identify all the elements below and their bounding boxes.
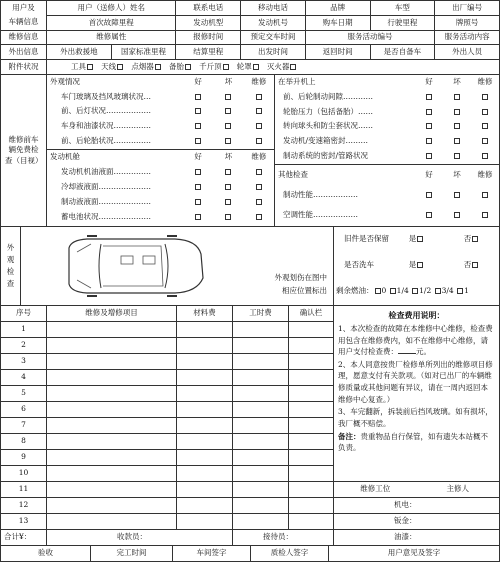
- inspection-left: [47, 75, 275, 226]
- paint-label[interactable]: 油漆：: [334, 530, 500, 546]
- repair-checkbox[interactable]: [482, 212, 488, 218]
- wash-yes-checkbox[interactable]: [417, 262, 423, 268]
- fuel-0-checkbox[interactable]: [375, 288, 381, 294]
- acc-extinguisher-checkbox[interactable]: [290, 64, 296, 70]
- fuel-level-label: 1/4: [396, 286, 409, 296]
- header-first-fault-mileage[interactable]: 首次故障里程: [47, 16, 176, 31]
- repair-checkbox[interactable]: [482, 153, 488, 159]
- remark-label: 备注：: [338, 431, 361, 441]
- exterior-title: 外观情况: [50, 77, 80, 87]
- footer-table: [0, 546, 500, 562]
- header-mobile[interactable]: 移动电话: [241, 1, 306, 16]
- lift-item: 制动系统的密封/管路状况: [283, 151, 369, 161]
- header-depart-time[interactable]: 出发时间: [241, 45, 306, 60]
- col-bad: 坏: [224, 152, 233, 162]
- job-item-cell[interactable]: [47, 322, 177, 338]
- other-item: 空调性能………………: [283, 209, 358, 219]
- labor-cell[interactable]: [233, 418, 289, 434]
- notes-p2: 2、本人同意按贵厂检修单所列出的维修项目修理，愿意支付有关款项。（如对已出厂的车辆维修质量或其他问题有异议，请在一周内返回本维修中心复查。）: [338, 359, 493, 404]
- labor-cell[interactable]: [233, 514, 289, 530]
- job-item-cell[interactable]: [47, 434, 177, 450]
- good-checkbox[interactable]: [195, 108, 201, 114]
- labor-cell[interactable]: [233, 370, 289, 386]
- exterior-item: 车门玻璃及挡风玻璃状况…: [61, 91, 151, 101]
- col-bad: 坏: [224, 77, 233, 87]
- fuel-half-checkbox[interactable]: [412, 288, 418, 294]
- good-checkbox[interactable]: [426, 123, 432, 129]
- job-item-cell[interactable]: [47, 450, 177, 466]
- fee-input[interactable]: [398, 353, 416, 354]
- material-cell[interactable]: [177, 338, 233, 354]
- material-cell[interactable]: [177, 450, 233, 466]
- col-item: 维修及增修项目: [47, 306, 177, 322]
- header-standard-mileage[interactable]: 国家标准里程: [111, 45, 176, 60]
- bad-checkbox[interactable]: [454, 212, 460, 218]
- yes-label: 是: [408, 234, 417, 244]
- inspection-label: 维修前车辆免费检查（目视）: [1, 75, 47, 226]
- col-repair: 维修: [251, 77, 267, 87]
- header-report-time[interactable]: 报修时间: [176, 31, 241, 45]
- good-checkbox[interactable]: [426, 138, 432, 144]
- col-good: 好: [194, 77, 202, 87]
- acc-spare-checkbox[interactable]: [185, 64, 191, 70]
- fuel-level-label: 1/2: [419, 286, 432, 296]
- material-cell[interactable]: [177, 418, 233, 434]
- job-item-cell[interactable]: [47, 338, 177, 354]
- material-cell[interactable]: [177, 514, 233, 530]
- row-number: 10: [1, 466, 47, 482]
- material-cell[interactable]: [177, 354, 233, 370]
- header-row5-label: 附件状况: [1, 60, 47, 75]
- fee-notes: [334, 306, 500, 482]
- old-parts-yes-checkbox[interactable]: [417, 236, 423, 242]
- material-cell[interactable]: [177, 322, 233, 338]
- good-checkbox[interactable]: [195, 94, 201, 100]
- labor-cell[interactable]: [233, 434, 289, 450]
- engine-item: 制动液液面…………………: [61, 197, 151, 207]
- col-confirm: 确认栏: [289, 306, 334, 322]
- row-number: 9: [1, 450, 47, 466]
- header-plate[interactable]: 牌照号: [435, 16, 500, 31]
- car-caption-1: 外观划伤在图中: [274, 272, 327, 282]
- acc-tools-checkbox[interactable]: [87, 64, 93, 70]
- row-number: 4: [1, 370, 47, 386]
- good-checkbox[interactable]: [426, 109, 432, 115]
- job-item-cell[interactable]: [47, 386, 177, 402]
- repair-checkbox[interactable]: [256, 169, 262, 175]
- row-number: 2: [1, 338, 47, 354]
- acc-tools: 工具: [71, 61, 86, 71]
- confirm-cell[interactable]: [289, 498, 334, 514]
- col-bad: 坏: [453, 169, 461, 179]
- labor-cell[interactable]: [233, 466, 289, 482]
- col-good: 好: [425, 77, 433, 87]
- fuel-row: [334, 279, 499, 305]
- job-item-cell[interactable]: [47, 402, 177, 418]
- confirm-cell[interactable]: [289, 386, 334, 402]
- header-table: [0, 0, 500, 75]
- header-repair-type[interactable]: 维修属性: [47, 31, 176, 45]
- bad-checkbox[interactable]: [225, 108, 231, 114]
- fuel-level-label: 1: [464, 286, 469, 296]
- repair-checkbox[interactable]: [482, 123, 488, 129]
- labor-cell[interactable]: [233, 498, 289, 514]
- no-label: 否: [463, 234, 472, 244]
- accept-label: 验收: [1, 546, 91, 561]
- job-item-cell[interactable]: [47, 370, 177, 386]
- material-cell[interactable]: [177, 370, 233, 386]
- worker-header-row: [334, 482, 500, 498]
- row-number: 6: [1, 402, 47, 418]
- notes-title: 检查费用说明：: [388, 309, 445, 320]
- header-staff[interactable]: 外出人员: [435, 45, 500, 60]
- acc-jack: 千斤顶: [199, 61, 222, 71]
- cashier-label[interactable]: 收款员：: [47, 530, 233, 546]
- engine-item: 发动机机油液面……………: [61, 167, 151, 177]
- remark-text: 贵重物品自行保管，如有遗失本站概不负责。: [338, 431, 488, 453]
- col-repair: 维修: [477, 169, 493, 179]
- notes-p1: 1、本次检查的故障在本维修中心维修，检查费用包含在维修费内，如不在维修中心维修，请用户支付检查费：: [338, 323, 493, 357]
- labor-cell[interactable]: [233, 386, 289, 402]
- labor-cell[interactable]: [233, 450, 289, 466]
- header-return-time[interactable]: 返回时间: [305, 45, 370, 60]
- acc-wheel-cover-checkbox[interactable]: [253, 64, 259, 70]
- receptionist-label[interactable]: 接待员：: [233, 530, 334, 546]
- confirm-cell[interactable]: [289, 370, 334, 386]
- row-number: 1: [1, 322, 47, 338]
- row-number: 11: [1, 482, 47, 498]
- good-checkbox[interactable]: [426, 192, 432, 198]
- yes-label: 是: [408, 260, 417, 270]
- confirm-cell[interactable]: [289, 514, 334, 530]
- complete-time-label[interactable]: 完工时间: [91, 546, 173, 561]
- header-customer-name[interactable]: 用户（送修人）姓名: [47, 1, 176, 16]
- confirm-cell[interactable]: [289, 402, 334, 418]
- car-top-view-icon: [57, 234, 207, 298]
- header-service-no[interactable]: 服务活动编号: [305, 31, 434, 45]
- inspection-table: [0, 75, 500, 227]
- bad-checkbox[interactable]: [225, 138, 231, 144]
- header-row4-label: 外出信息: [1, 45, 47, 60]
- job-item-cell[interactable]: [47, 354, 177, 370]
- old-parts-no-checkbox[interactable]: [472, 236, 478, 242]
- header-own-vehicle[interactable]: 是否自备车: [370, 45, 435, 60]
- no-label: 否: [463, 260, 472, 270]
- exterior-check-label: 外观检查: [1, 227, 21, 306]
- material-cell[interactable]: [177, 482, 233, 498]
- row-number: 13: [1, 514, 47, 530]
- good-checkbox[interactable]: [195, 123, 201, 129]
- acc-spare: 备胎: [168, 61, 184, 71]
- col-good: 好: [194, 152, 202, 162]
- wash-label: 是否洗车: [344, 260, 374, 270]
- other-item: 制动性能………………: [283, 189, 358, 199]
- confirm-cell[interactable]: [289, 450, 334, 466]
- material-cell[interactable]: [177, 498, 233, 514]
- good-checkbox[interactable]: [195, 184, 201, 190]
- bad-checkbox[interactable]: [225, 94, 231, 100]
- header-engine-no[interactable]: 发动机号: [241, 16, 306, 31]
- lift-item: 轮胎压力（包括备胎）……: [283, 106, 373, 116]
- car-diagram-area[interactable]: [21, 227, 334, 306]
- job-item-cell[interactable]: [47, 418, 177, 434]
- mechanic-label[interactable]: 机电：: [334, 498, 500, 514]
- job-item-cell[interactable]: [47, 466, 177, 482]
- car-caption-2: 相应位置标出: [282, 286, 327, 295]
- col-seq: 序号: [1, 306, 47, 322]
- header-settle-mileage[interactable]: 结算里程: [176, 45, 241, 60]
- labor-cell[interactable]: [233, 354, 289, 370]
- exterior-item: 前、后灯状况………………: [61, 106, 151, 116]
- fuel-level-label: 0: [381, 286, 387, 296]
- col-material: 材料费: [177, 306, 233, 322]
- good-checkbox[interactable]: [195, 199, 201, 205]
- fuel-quarter-checkbox[interactable]: [390, 288, 396, 294]
- inspection-right: [275, 75, 500, 226]
- jobs-table: [0, 306, 500, 547]
- accessories-row: [47, 60, 500, 75]
- confirm-cell[interactable]: [289, 354, 334, 370]
- header-delivery-time[interactable]: 预定交车时间: [241, 31, 306, 45]
- bad-checkbox[interactable]: [454, 94, 460, 100]
- acc-extinguisher: 灭火器: [266, 61, 290, 71]
- material-cell[interactable]: [177, 402, 233, 418]
- wash-no-checkbox[interactable]: [472, 262, 478, 268]
- confirm-cell[interactable]: [289, 434, 334, 450]
- row-number: 5: [1, 386, 47, 402]
- qc-sign-label[interactable]: 质检人签字: [251, 546, 329, 561]
- job-item-cell[interactable]: [47, 498, 177, 514]
- lift-item: 发动机/变速箱密封………: [283, 136, 369, 146]
- engine-title: 发动机舱: [50, 152, 80, 162]
- lift-item: 转向球头和防尘套状况……: [283, 121, 373, 131]
- header-service-content[interactable]: 服务活动内容: [435, 31, 500, 45]
- repair-checkbox[interactable]: [256, 123, 262, 129]
- good-checkbox[interactable]: [195, 214, 201, 220]
- exterior-check-table: [0, 227, 500, 306]
- fuel-label: 剩余燃油：: [336, 286, 374, 296]
- worker-station-label: 维修工位: [360, 484, 391, 494]
- bad-checkbox[interactable]: [225, 169, 231, 175]
- repair-checkbox[interactable]: [256, 184, 262, 190]
- repair-checkbox[interactable]: [256, 199, 262, 205]
- notes-p1-unit: 元。: [416, 347, 431, 357]
- labor-cell[interactable]: [233, 482, 289, 498]
- good-checkbox[interactable]: [426, 212, 432, 218]
- good-checkbox[interactable]: [195, 169, 201, 175]
- row-number: 7: [1, 418, 47, 434]
- lift-item: 前、后轮制动间隙…………: [283, 91, 373, 101]
- bad-checkbox[interactable]: [225, 214, 231, 220]
- exterior-options: [334, 227, 500, 306]
- header-purchase-date[interactable]: 购车日期: [305, 16, 370, 31]
- exterior-item: 车身和油漆状况……………: [61, 121, 151, 131]
- old-parts-label: 旧件是否保留: [344, 234, 389, 244]
- bad-checkbox[interactable]: [454, 109, 460, 115]
- lift-title: 在举升机上: [278, 77, 316, 87]
- acc-lighter-checkbox[interactable]: [155, 64, 161, 70]
- row-number: 8: [1, 434, 47, 450]
- acc-lighter: 点烟器: [131, 61, 154, 71]
- job-item-cell[interactable]: [47, 482, 177, 498]
- col-labor: 工时费: [233, 306, 289, 322]
- job-item-cell[interactable]: [47, 514, 177, 530]
- body-label[interactable]: 钣金：: [334, 514, 500, 530]
- header-row1-label: 用户及: [1, 1, 47, 16]
- labor-cell[interactable]: [233, 322, 289, 338]
- labor-cell[interactable]: [233, 338, 289, 354]
- header-phone[interactable]: 联系电话: [176, 1, 241, 16]
- repair-checkbox[interactable]: [482, 192, 488, 198]
- bad-checkbox[interactable]: [454, 192, 460, 198]
- material-cell[interactable]: [177, 434, 233, 450]
- other-title: 其他检查: [278, 169, 308, 179]
- repair-checkbox[interactable]: [256, 138, 262, 144]
- total-label[interactable]: 合计¥：: [1, 530, 47, 546]
- header-row3-label: 维修信息: [1, 31, 47, 45]
- acc-jack-checkbox[interactable]: [223, 64, 229, 70]
- customer-opinion-label[interactable]: 用户意见及签字: [329, 546, 500, 561]
- good-checkbox[interactable]: [426, 153, 432, 159]
- confirm-cell[interactable]: [289, 466, 334, 482]
- fuel-level-label: 3/4: [441, 286, 454, 296]
- col-repair: 维修: [477, 77, 493, 87]
- header-brand[interactable]: 品牌: [305, 1, 370, 16]
- material-cell[interactable]: [177, 466, 233, 482]
- good-checkbox[interactable]: [426, 94, 432, 100]
- bad-checkbox[interactable]: [454, 153, 460, 159]
- acc-wheel-cover: 轮罩: [236, 61, 252, 71]
- row-number: 3: [1, 354, 47, 370]
- col-good: 好: [425, 169, 433, 179]
- bad-checkbox[interactable]: [225, 199, 231, 205]
- bad-checkbox[interactable]: [454, 138, 460, 144]
- bad-checkbox[interactable]: [225, 184, 231, 190]
- header-row2-label: 车辆信息: [1, 16, 47, 31]
- col-bad: 坏: [453, 77, 461, 87]
- engine-item: 冷却液液面…………………: [61, 182, 151, 192]
- repair-checkbox[interactable]: [482, 138, 488, 144]
- confirm-cell[interactable]: [289, 418, 334, 434]
- header-engine-type[interactable]: 发动机型: [176, 16, 241, 31]
- repair-checkbox[interactable]: [482, 109, 488, 115]
- repair-checkbox[interactable]: [256, 94, 262, 100]
- chief-mechanic-label: 主修人: [446, 484, 469, 494]
- header-factory-no[interactable]: 出厂编号: [435, 1, 500, 16]
- bad-checkbox[interactable]: [225, 123, 231, 129]
- header-rescue-place[interactable]: 外出救援地: [47, 45, 112, 60]
- fuel-three-quarter-checkbox[interactable]: [435, 288, 441, 294]
- col-repair: 维修: [251, 152, 267, 162]
- good-checkbox[interactable]: [195, 138, 201, 144]
- bad-checkbox[interactable]: [454, 123, 460, 129]
- confirm-cell[interactable]: [289, 322, 334, 338]
- repair-checkbox[interactable]: [482, 94, 488, 100]
- acc-antenna-checkbox[interactable]: [117, 64, 123, 70]
- labor-cell[interactable]: [233, 402, 289, 418]
- acc-antenna: 天线: [101, 61, 117, 71]
- repair-checkbox[interactable]: [256, 214, 262, 220]
- row-number: 12: [1, 498, 47, 514]
- header-model[interactable]: 车型: [370, 1, 435, 16]
- engine-item: 蓄电池状况…………………: [61, 212, 151, 222]
- repair-checkbox[interactable]: [256, 108, 262, 114]
- notes-p3: 3、车完翻新，拆装前后挡风玻璃。如有损坏，我厂概不赔偿。: [338, 407, 493, 428]
- header-mileage[interactable]: 行驶里程: [370, 16, 435, 31]
- confirm-cell[interactable]: [289, 338, 334, 354]
- workshop-sign-label[interactable]: 车间签字: [173, 546, 251, 561]
- exterior-item: 前、后轮胎状况……………: [61, 136, 151, 146]
- confirm-cell[interactable]: [289, 482, 334, 498]
- material-cell[interactable]: [177, 386, 233, 402]
- fuel-full-checkbox[interactable]: [457, 288, 463, 294]
